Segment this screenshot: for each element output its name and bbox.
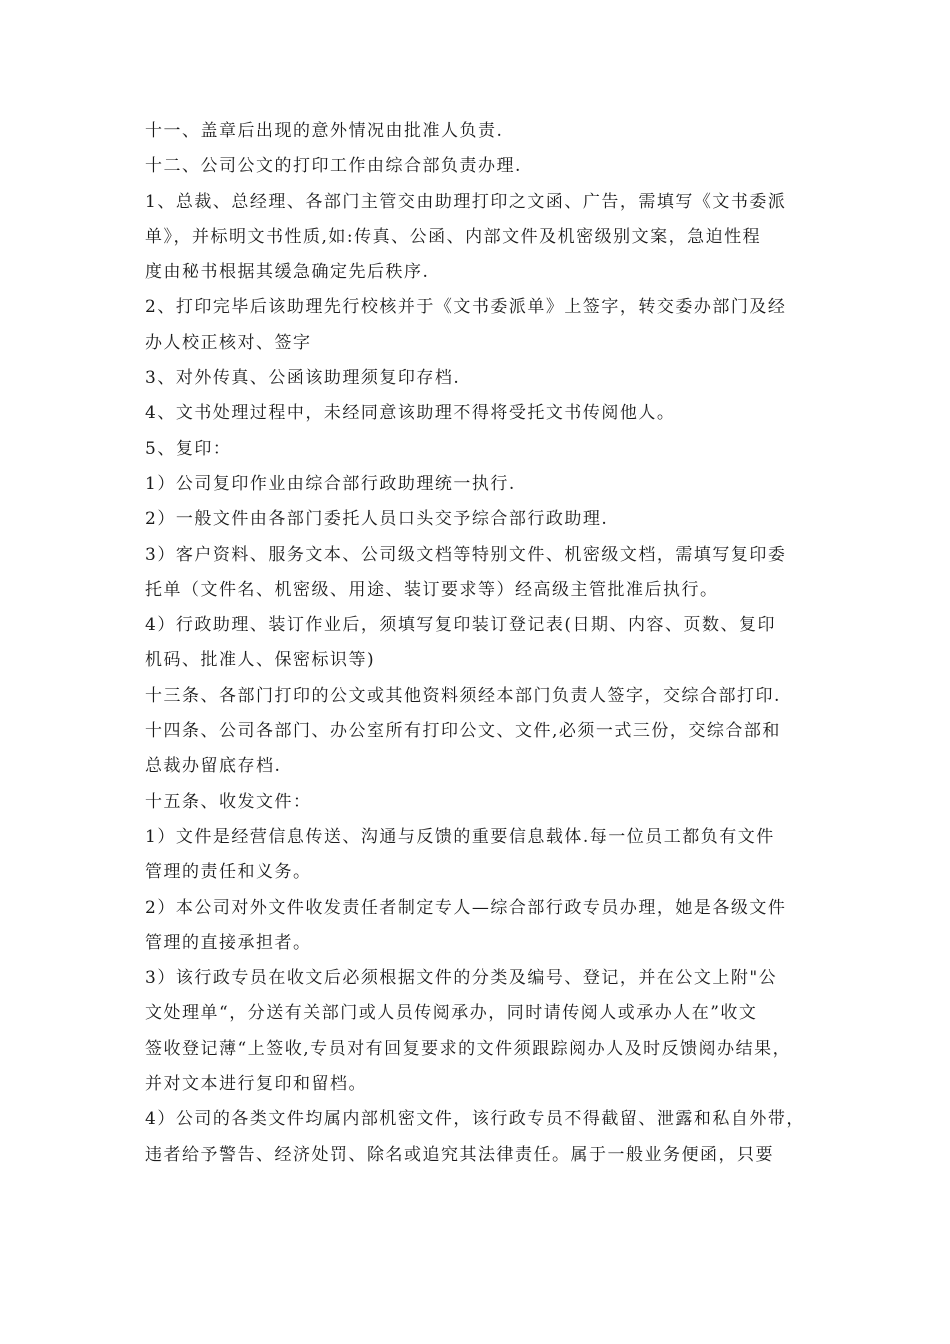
text-line: 十五条、收发文件： [145, 791, 312, 812]
text-line: 3）该行政专员在收文后必须根据文件的分类及编号、登记，并在公文上附"公 [145, 968, 778, 989]
text-line: 托单（文件名、机密级、用途、装订要求等）经高级主管批准后执行。 [145, 579, 719, 600]
text-line: 十三条、各部门打印的公文或其他资料须经本部门负责人签字，交综合部打印. [145, 685, 781, 706]
text-line: 4）行政助理、装订作业后，须填写复印装订登记表(日期、内容、页数、复印 [145, 615, 776, 636]
text-line: 1）文件是经营信息传送、沟通与反馈的重要信息载体.每一位员工都负有文件 [145, 826, 775, 847]
text-line: 5、复印： [145, 438, 232, 459]
text-line: 并对文本进行复印和留档。 [145, 1074, 367, 1095]
text-line: 签收登记薄“上签收,专员对有回复要求的文件须跟踪阅办人及时反馈阅办结果， [145, 1038, 792, 1059]
text-line: 十一、盖章后出现的意外情况由批准人负责. [145, 121, 504, 141]
text-line: 3、对外传真、公函该助理须复印存档. [145, 368, 461, 389]
document-body [145, 114, 815, 1173]
text-line: 1）公司复印作业由综合部行政助理统一执行. [145, 473, 516, 494]
text-line: 2、打印完毕后该助理先行校核并于《文书委派单》上签字，转交委办部门及经 [145, 297, 787, 318]
text-line: 总裁办留底存档. [145, 756, 282, 777]
text-line: 单》，并标明文书性质,如:传真、公函、内部文件及机密级别文案，急迫性程 [145, 226, 762, 247]
text-line: 3）客户资料、服务文本、公司级文档等特别文件、机密级文档，需填写复印委 [145, 544, 787, 565]
text-line: 度由秘书根据其缓急确定先后秩序. [145, 262, 430, 283]
text-line: 机码、批准人、保密标识等) [145, 650, 376, 671]
text-line: 4、文书处理过程中，未经同意该助理不得将受托文书传阅他人。 [145, 403, 676, 424]
text-line: 十二、公司公文的打印工作由综合部负责办理. [145, 156, 522, 177]
text-line: 十四条、公司各部门、办公室所有打印公文、文件,必须一式三份，交综合部和 [145, 721, 781, 742]
text-line: 4）公司的各类文件均属内部机密文件，该行政专员不得截留、泄露和私自外带， [145, 1109, 805, 1130]
text-line: 办人校正核对、签字 [145, 332, 312, 353]
text-line: 1、总裁、总经理、各部门主管交由助理打印之文函、广告，需填写《文书委派 [145, 191, 787, 212]
text-line: 2）本公司对外文件收发责任者制定专人—综合部行政专员办理，她是各级文件 [145, 897, 787, 918]
text-line: 管理的责任和义务。 [145, 862, 312, 883]
text-line: 2）一般文件由各部门委托人员口头交予综合部行政助理. [145, 509, 609, 530]
text-line: 管理的直接承担者。 [145, 932, 312, 953]
text-line: 文处理单“，分送有关部门或人员传阅承办，同时请传阅人或承办人在”收文 [145, 1003, 758, 1024]
text-line: 违者给予警告、经济处罚、除名或追究其法律责任。属于一般业务便函，只要 [145, 1144, 774, 1165]
